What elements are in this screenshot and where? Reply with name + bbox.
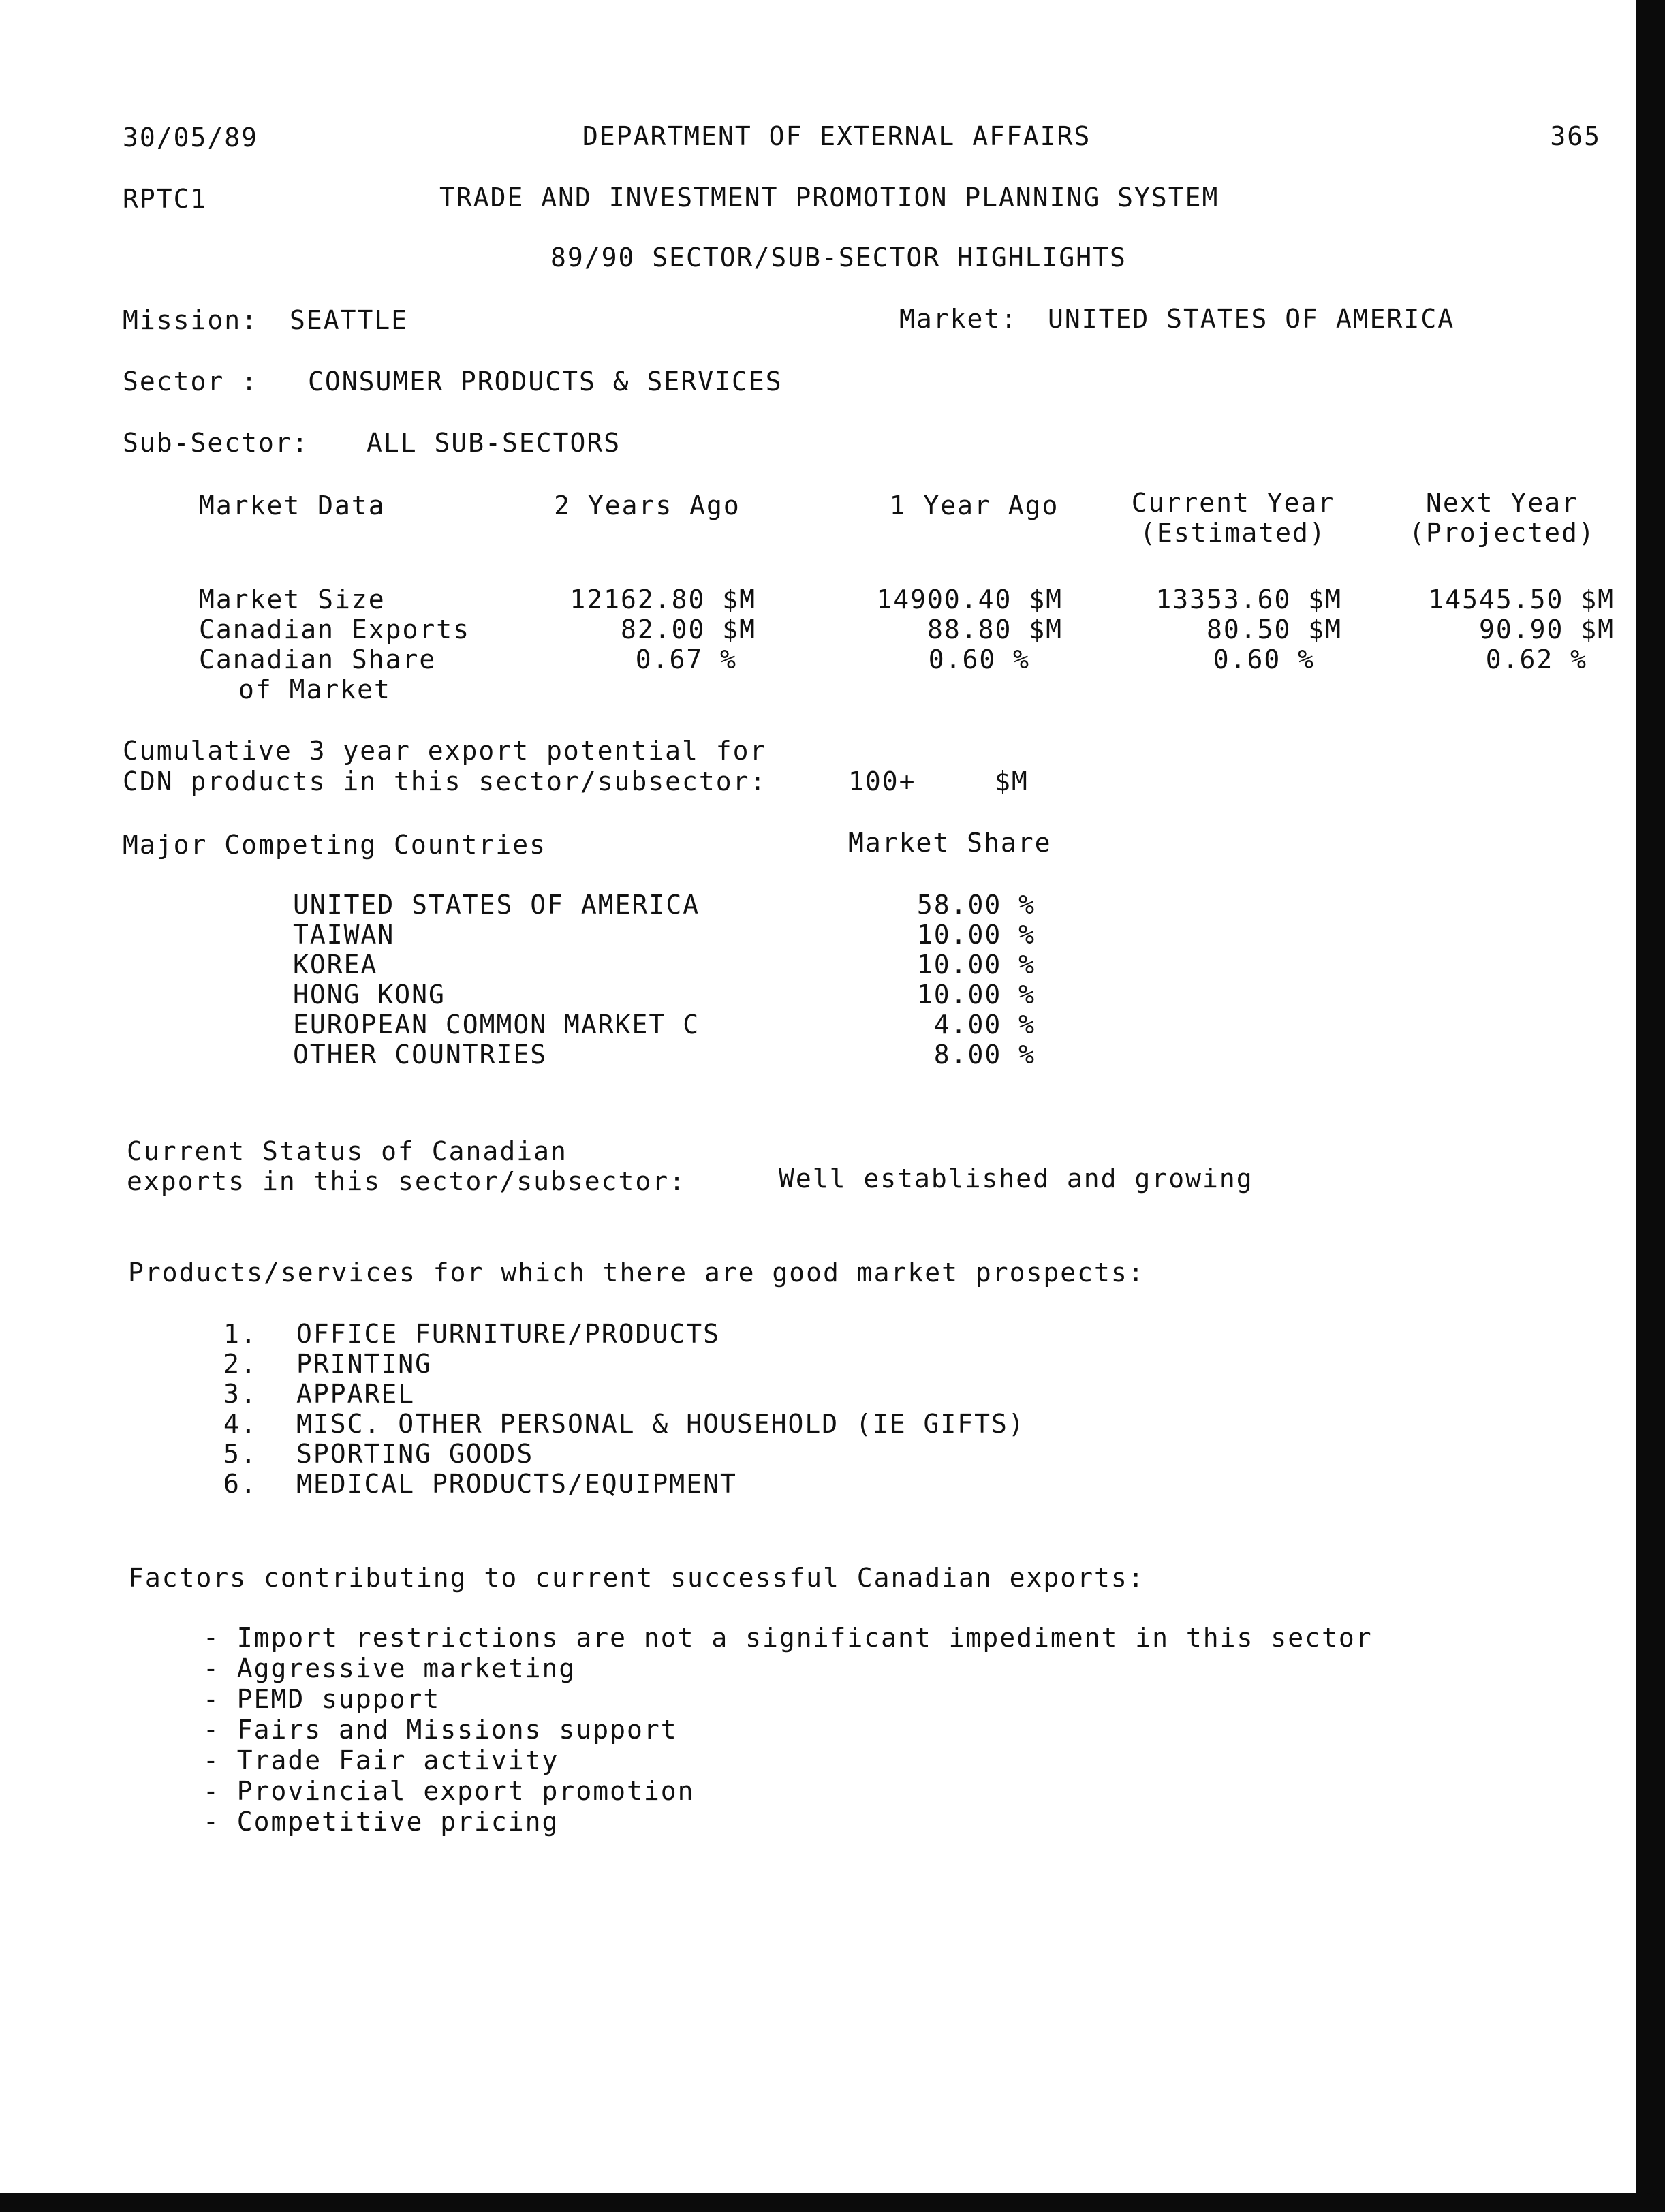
list-item: TAIWAN bbox=[293, 920, 395, 950]
list-item-number: 6. bbox=[223, 1469, 258, 1499]
list-item: EUROPEAN COMMON MARKET C bbox=[293, 1010, 700, 1040]
list-item: OFFICE FURNITURE/PRODUCTS bbox=[296, 1319, 720, 1349]
list-item: MISC. OTHER PERSONAL & HOUSEHOLD (IE GIFTS) bbox=[296, 1409, 1025, 1439]
competitors-label: Major Competing Countries bbox=[123, 830, 546, 860]
market-label: Market: bbox=[899, 304, 1018, 334]
cell-value: 88.80 $M bbox=[927, 614, 1063, 644]
list-item: APPAREL bbox=[296, 1379, 416, 1409]
status-value: Well established and growing bbox=[779, 1164, 1254, 1194]
mission-label: Mission: bbox=[123, 305, 259, 335]
list-item: - Competitive pricing bbox=[203, 1807, 559, 1837]
col-current-year: Current Year bbox=[1131, 488, 1335, 518]
list-item-number: 3. bbox=[223, 1379, 258, 1409]
list-item: - Provincial export promotion bbox=[203, 1776, 695, 1806]
list-item-number: 2. bbox=[223, 1349, 258, 1379]
col-next-year: Next Year bbox=[1426, 488, 1578, 518]
cell-value: 0.62 % bbox=[1485, 644, 1587, 674]
scan-edge-right bbox=[1636, 0, 1665, 2212]
sector-value: CONSUMER PRODUCTS & SERVICES bbox=[308, 367, 783, 396]
potential-line2: CDN products in this sector/subsector: bbox=[123, 766, 767, 796]
col-current-year-sub: (Estimated) bbox=[1140, 518, 1326, 548]
cell-value: 0.60 % bbox=[1213, 644, 1315, 674]
list-item-number: 1. bbox=[223, 1319, 258, 1349]
list-item: HONG KONG bbox=[293, 980, 446, 1010]
cell-value: 80.50 $M bbox=[1206, 614, 1342, 644]
list-item: KOREA bbox=[293, 950, 378, 980]
list-item: PRINTING bbox=[296, 1349, 433, 1379]
list-item: MEDICAL PRODUCTS/EQUIPMENT bbox=[296, 1469, 737, 1499]
cell-value: 13353.60 $M bbox=[1155, 585, 1342, 614]
cell-value: 14545.50 $M bbox=[1428, 585, 1615, 614]
col-2-years-ago: 2 Years Ago bbox=[554, 490, 741, 520]
potential-unit: $M bbox=[995, 766, 1029, 796]
list-item: - Trade Fair activity bbox=[203, 1745, 559, 1775]
cell-value: 12162.80 $M bbox=[570, 585, 756, 614]
list-item-share: 4.00 % bbox=[933, 1010, 1036, 1040]
list-item: - Aggressive marketing bbox=[203, 1653, 576, 1683]
report-date: 30/05/89 bbox=[123, 123, 259, 153]
list-item-number: 4. bbox=[223, 1409, 258, 1439]
potential-value: 100+ bbox=[848, 766, 916, 796]
list-item: OTHER COUNTRIES bbox=[293, 1040, 548, 1070]
row-label-market-size: Market Size bbox=[199, 585, 386, 614]
list-item-share: 10.00 % bbox=[916, 950, 1036, 980]
row-label-canadian-share-sub: of Market bbox=[238, 674, 391, 704]
factors-label: Factors contributing to current successful Canadian exports: bbox=[128, 1563, 1145, 1593]
list-item-share: 58.00 % bbox=[916, 890, 1036, 920]
potential-line1: Cumulative 3 year export potential for bbox=[123, 736, 767, 766]
list-item: - Import restrictions are not a significant impediment in this sector bbox=[203, 1623, 1373, 1653]
mission-value: SEATTLE bbox=[290, 305, 409, 335]
list-item-number: 5. bbox=[223, 1439, 258, 1469]
status-line1: Current Status of Canadian bbox=[127, 1136, 567, 1166]
system-title: TRADE AND INVESTMENT PROMOTION PLANNING SYSTEM bbox=[439, 183, 1219, 213]
market-share-label: Market Share bbox=[848, 828, 1052, 858]
cell-value: 0.67 % bbox=[635, 644, 737, 674]
cell-value: 0.60 % bbox=[928, 644, 1030, 674]
subsector-label: Sub-Sector: bbox=[123, 428, 309, 458]
list-item: SPORTING GOODS bbox=[296, 1439, 534, 1469]
list-item: - Fairs and Missions support bbox=[203, 1715, 678, 1745]
status-line2: exports in this sector/subsector: bbox=[127, 1166, 686, 1196]
market-data-label: Market Data bbox=[199, 490, 386, 520]
scan-edge-bottom bbox=[0, 2193, 1665, 2212]
department-name: DEPARTMENT OF EXTERNAL AFFAIRS bbox=[582, 121, 1091, 151]
cell-value: 14900.40 $M bbox=[876, 585, 1063, 614]
sector-label: Sector : bbox=[123, 367, 259, 396]
page-number: 365 bbox=[1550, 121, 1601, 151]
cell-value: 90.90 $M bbox=[1478, 614, 1615, 644]
col-1-year-ago: 1 Year Ago bbox=[889, 490, 1059, 520]
list-item-share: 10.00 % bbox=[916, 920, 1036, 950]
subsector-value: ALL SUB-SECTORS bbox=[367, 428, 621, 458]
col-next-year-sub: (Projected) bbox=[1409, 518, 1596, 548]
row-label-canadian-exports: Canadian Exports bbox=[199, 614, 471, 644]
list-item-share: 8.00 % bbox=[933, 1040, 1036, 1070]
report-title: 89/90 SECTOR/SUB-SECTOR HIGHLIGHTS bbox=[550, 243, 1127, 272]
list-item-share: 10.00 % bbox=[916, 980, 1036, 1010]
prospects-label: Products/services for which there are good market prospects: bbox=[128, 1258, 1145, 1288]
report-code: RPTC1 bbox=[123, 184, 208, 214]
market-value: UNITED STATES OF AMERICA bbox=[1048, 304, 1455, 334]
list-item: UNITED STATES OF AMERICA bbox=[293, 890, 700, 920]
list-item: - PEMD support bbox=[203, 1684, 441, 1714]
row-label-canadian-share: Canadian Share bbox=[199, 644, 437, 674]
cell-value: 82.00 $M bbox=[620, 614, 756, 644]
